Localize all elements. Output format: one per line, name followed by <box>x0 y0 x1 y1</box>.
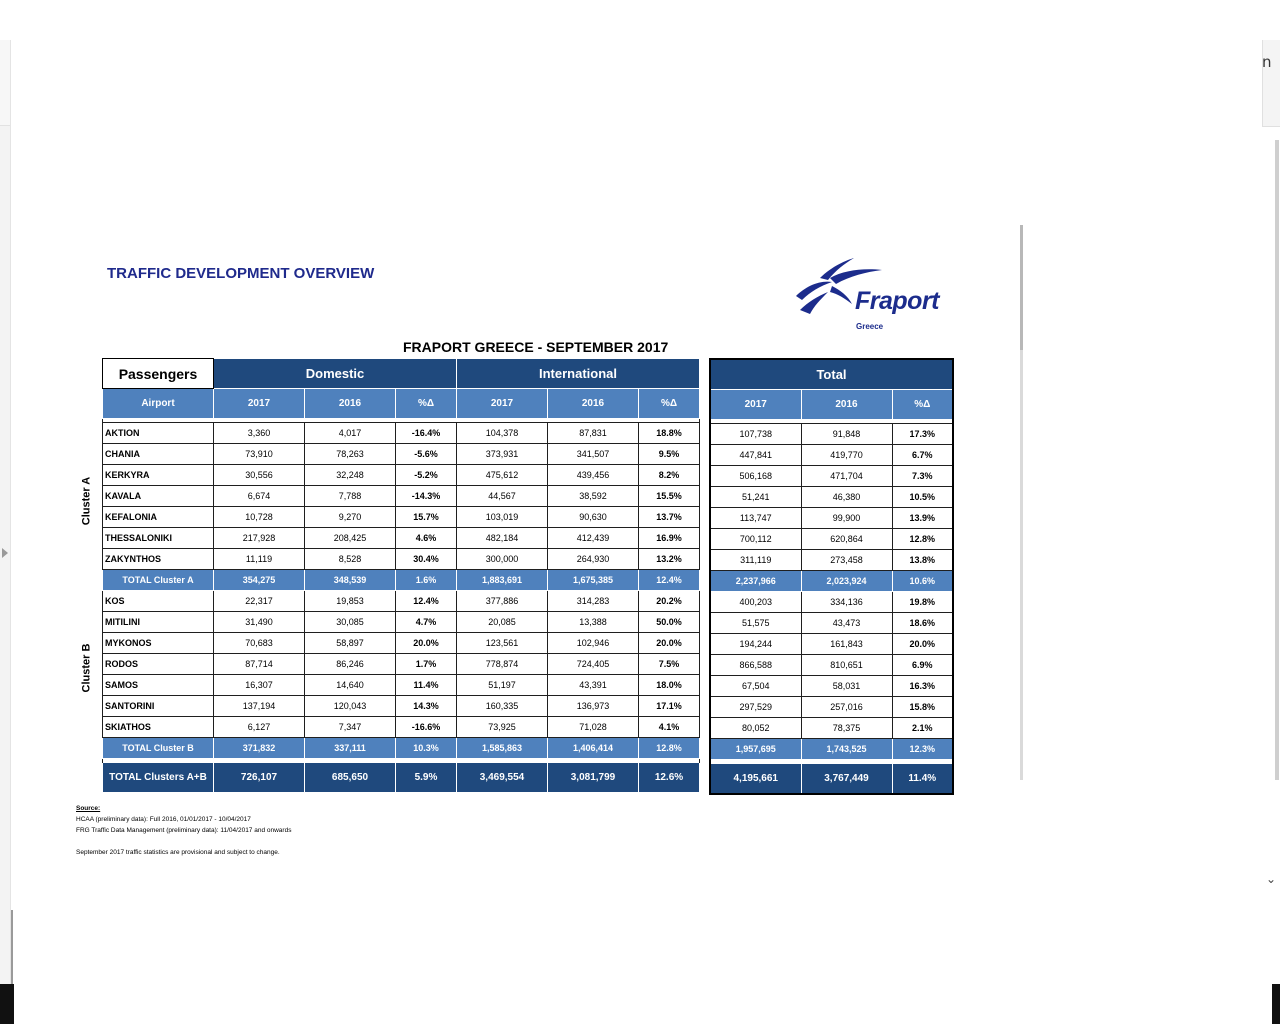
domestic-2017-value: 371,832 <box>214 738 305 759</box>
table-row <box>710 634 953 655</box>
international-2016-value: 71,028 <box>548 717 639 738</box>
cluster-a-label: Cluster A <box>80 476 93 526</box>
total-delta-value: 6.9% <box>892 655 953 676</box>
domestic-delta-value: -5.2% <box>396 465 457 486</box>
domestic-2016-value: 86,246 <box>305 654 396 675</box>
total-2016-value: 334,136 <box>801 592 892 613</box>
international-delta-value: 12.8% <box>639 738 700 759</box>
table-row <box>103 486 700 507</box>
taskbar-edge-left <box>0 984 14 1024</box>
domestic-2017-value: 30,556 <box>214 465 305 486</box>
total-2017-value: 51,241 <box>710 487 801 508</box>
airport-name: SANTORINI <box>103 696 214 717</box>
total-2016-value: 161,843 <box>801 634 892 655</box>
airport-name: TOTAL Clusters A+B <box>103 763 214 793</box>
table-row <box>710 424 953 445</box>
cluster-total-row <box>710 571 953 592</box>
domestic-2016-header: 2016 <box>305 389 396 419</box>
domestic-delta-value: -16.6% <box>396 717 457 738</box>
table-row <box>710 718 953 739</box>
international-2017-value: 1,585,863 <box>457 738 548 759</box>
total-2016-value: 2,023,924 <box>801 571 892 592</box>
table-row <box>103 675 700 696</box>
total-2016-header: 2016 <box>801 390 892 420</box>
total-2017-value: 194,244 <box>710 634 801 655</box>
international-2016-value: 13,388 <box>548 612 639 633</box>
international-2016-value: 102,946 <box>548 633 639 654</box>
taskbar-edge-right <box>1272 984 1280 1024</box>
airport-name: TOTAL Cluster B <box>103 738 214 759</box>
airport-name: MITILINI <box>103 612 214 633</box>
table-row <box>103 633 700 654</box>
total-2017-value: 2,237,966 <box>710 571 801 592</box>
table-row <box>103 465 700 486</box>
total-delta-value: 7.3% <box>892 466 953 487</box>
domestic-2017-value: 31,490 <box>214 612 305 633</box>
international-delta-value: 16.9% <box>639 528 700 549</box>
international-2016-value: 90,630 <box>548 507 639 528</box>
domestic-delta-value: -14.3% <box>396 486 457 507</box>
table-row <box>710 592 953 613</box>
footnotes <box>76 803 291 858</box>
grand-total-row <box>710 764 953 795</box>
domestic-delta-value: 5.9% <box>396 763 457 793</box>
international-2016-value: 136,973 <box>548 696 639 717</box>
domestic-2016-value: 7,347 <box>305 717 396 738</box>
table-row <box>710 445 953 466</box>
airport-name: RODOS <box>103 654 214 675</box>
total-2016-value: 91,848 <box>801 424 892 445</box>
left-gutter <box>0 40 11 984</box>
international-2017-value: 373,931 <box>457 444 548 465</box>
domestic-2016-value: 9,270 <box>305 507 396 528</box>
total-delta-header: %Δ <box>892 390 953 420</box>
total-2016-value: 810,651 <box>801 655 892 676</box>
right-panel-label: n <box>1262 53 1272 71</box>
domestic-2017-value: 6,127 <box>214 717 305 738</box>
domestic-2016-value: 32,248 <box>305 465 396 486</box>
airport-name: SAMOS <box>103 675 214 696</box>
source-line-1: HCAA (preliminary data): Full 2016, 01/01/2017 - 10/04/2017 <box>76 816 251 823</box>
domestic-delta-value: 12.4% <box>396 591 457 612</box>
international-group-header: International <box>457 359 700 389</box>
domestic-group-header: Domestic <box>214 359 457 389</box>
total-delta-value: 13.8% <box>892 550 953 571</box>
domestic-2017-value: 217,928 <box>214 528 305 549</box>
total-2016-value: 471,704 <box>801 466 892 487</box>
international-2016-value: 341,507 <box>548 444 639 465</box>
international-delta-value: 12.4% <box>639 570 700 591</box>
international-2017-value: 103,019 <box>457 507 548 528</box>
total-delta-value: 19.8% <box>892 592 953 613</box>
domestic-delta-value: -5.6% <box>396 444 457 465</box>
total-2017-value: 51,575 <box>710 613 801 634</box>
left-edge-bar <box>11 910 13 984</box>
table-row <box>710 655 953 676</box>
domestic-2016-value: 58,897 <box>305 633 396 654</box>
total-group-header: Total <box>710 359 953 390</box>
domestic-2017-value: 10,728 <box>214 507 305 528</box>
total-2016-value: 419,770 <box>801 445 892 466</box>
international-2017-value: 51,197 <box>457 675 548 696</box>
international-delta-value: 4.1% <box>639 717 700 738</box>
table-row <box>103 507 700 528</box>
table-title: FRAPORT GREECE - SEPTEMBER 2017 <box>403 339 669 355</box>
total-2017-value: 107,738 <box>710 424 801 445</box>
international-2017-value: 1,883,691 <box>457 570 548 591</box>
international-2017-value: 44,567 <box>457 486 548 507</box>
airport-name: KAVALA <box>103 486 214 507</box>
international-delta-value: 50.0% <box>639 612 700 633</box>
domestic-delta-value: 14.3% <box>396 696 457 717</box>
domestic-delta-value: 1.6% <box>396 570 457 591</box>
total-2017-value: 1,957,695 <box>710 739 801 760</box>
domestic-2017-value: 11,119 <box>214 549 305 570</box>
international-2016-value: 1,675,385 <box>548 570 639 591</box>
table-row <box>103 654 700 675</box>
grand-total-row <box>103 763 700 793</box>
total-2016-value: 78,375 <box>801 718 892 739</box>
international-delta-value: 15.5% <box>639 486 700 507</box>
document-heading: TRAFFIC DEVELOPMENT OVERVIEW <box>107 265 375 282</box>
expand-panel-arrow-icon[interactable] <box>2 548 8 558</box>
table-row <box>103 423 700 444</box>
international-2016-value: 3,081,799 <box>548 763 639 793</box>
domestic-2016-value: 685,650 <box>305 763 396 793</box>
airport-name: AKTION <box>103 423 214 444</box>
total-2017-value: 506,168 <box>710 466 801 487</box>
international-delta-value: 13.2% <box>639 549 700 570</box>
left-gutter-header <box>0 40 10 126</box>
total-delta-value: 13.9% <box>892 508 953 529</box>
cluster-total-row <box>103 738 700 759</box>
domestic-2016-value: 30,085 <box>305 612 396 633</box>
total-delta-value: 20.0% <box>892 634 953 655</box>
international-delta-value: 8.2% <box>639 465 700 486</box>
table-row <box>710 487 953 508</box>
international-2016-value: 1,406,414 <box>548 738 639 759</box>
document-scrollbar-thumb[interactable] <box>1020 225 1023 350</box>
total-delta-value: 17.3% <box>892 424 953 445</box>
domestic-2017-value: 354,275 <box>214 570 305 591</box>
table-row <box>103 591 700 612</box>
international-delta-value: 7.5% <box>639 654 700 675</box>
table-row <box>103 528 700 549</box>
domestic-2017-value: 726,107 <box>214 763 305 793</box>
total-2017-value: 400,203 <box>710 592 801 613</box>
cluster-total-row <box>710 739 953 760</box>
domestic-2017-value: 6,674 <box>214 486 305 507</box>
table-row <box>710 613 953 634</box>
table-row <box>710 466 953 487</box>
table-row <box>103 696 700 717</box>
international-2016-value: 314,283 <box>548 591 639 612</box>
total-delta-value: 12.3% <box>892 739 953 760</box>
total-2017-value: 4,195,661 <box>710 764 801 795</box>
total-2016-value: 3,767,449 <box>801 764 892 795</box>
airport-name: KEFALONIA <box>103 507 214 528</box>
domestic-2017-value: 87,714 <box>214 654 305 675</box>
airport-name: KERKYRA <box>103 465 214 486</box>
domestic-2016-value: 348,539 <box>305 570 396 591</box>
domestic-2016-value: 8,528 <box>305 549 396 570</box>
total-2016-value: 58,031 <box>801 676 892 697</box>
disclaimer-line: September 2017 traffic statistics are provisional and subject to change. <box>76 849 280 856</box>
domestic-2017-value: 137,194 <box>214 696 305 717</box>
airport-name: SKIATHOS <box>103 717 214 738</box>
total-2017-value: 311,119 <box>710 550 801 571</box>
table-row <box>710 676 953 697</box>
domestic-2017-header: 2017 <box>214 389 305 419</box>
table-row <box>103 717 700 738</box>
total-delta-value: 16.3% <box>892 676 953 697</box>
domestic-2017-value: 73,910 <box>214 444 305 465</box>
international-delta-value: 18.0% <box>639 675 700 696</box>
viewer-top-strip <box>0 0 1280 40</box>
domestic-2017-value: 16,307 <box>214 675 305 696</box>
table-row <box>103 549 700 570</box>
traffic-table-total <box>709 358 954 795</box>
total-2017-value: 67,504 <box>710 676 801 697</box>
domestic-2016-value: 337,111 <box>305 738 396 759</box>
total-delta-value: 11.4% <box>892 764 953 795</box>
airport-name: KOS <box>103 591 214 612</box>
total-2017-value: 297,529 <box>710 697 801 718</box>
domestic-2016-value: 208,425 <box>305 528 396 549</box>
total-delta-value: 18.6% <box>892 613 953 634</box>
total-2017-header: 2017 <box>710 390 801 420</box>
international-2017-header: 2017 <box>457 389 548 419</box>
domestic-2016-value: 4,017 <box>305 423 396 444</box>
international-delta-value: 20.2% <box>639 591 700 612</box>
domestic-2016-value: 19,853 <box>305 591 396 612</box>
international-2016-value: 38,592 <box>548 486 639 507</box>
domestic-2016-value: 7,788 <box>305 486 396 507</box>
airport-name: CHANIA <box>103 444 214 465</box>
domestic-delta-value: 30.4% <box>396 549 457 570</box>
international-delta-value: 9.5% <box>639 444 700 465</box>
total-delta-value: 10.6% <box>892 571 953 592</box>
international-delta-value: 17.1% <box>639 696 700 717</box>
domestic-delta-value: 20.0% <box>396 633 457 654</box>
logo-subtitle: Greece <box>856 322 884 331</box>
airport-column-header: Airport <box>103 389 214 419</box>
airport-name: ZAKYNTHOS <box>103 549 214 570</box>
total-delta-value: 12.8% <box>892 529 953 550</box>
international-2016-value: 87,831 <box>548 423 639 444</box>
total-2016-value: 46,380 <box>801 487 892 508</box>
domestic-delta-value: 4.7% <box>396 612 457 633</box>
international-delta-value: 13.7% <box>639 507 700 528</box>
table-row <box>710 529 953 550</box>
international-2016-value: 43,391 <box>548 675 639 696</box>
total-delta-value: 6.7% <box>892 445 953 466</box>
domestic-2016-value: 14,640 <box>305 675 396 696</box>
international-2017-value: 300,000 <box>457 549 548 570</box>
total-2016-value: 257,016 <box>801 697 892 718</box>
international-2017-value: 160,335 <box>457 696 548 717</box>
international-delta-header: %Δ <box>639 389 700 419</box>
total-2017-value: 113,747 <box>710 508 801 529</box>
cluster-b-label: Cluster B <box>80 643 93 693</box>
total-2016-value: 1,743,525 <box>801 739 892 760</box>
scroll-down-icon[interactable]: ⌄ <box>1266 872 1277 886</box>
passengers-header: Passengers <box>103 359 214 389</box>
table-row <box>710 550 953 571</box>
total-2017-value: 700,112 <box>710 529 801 550</box>
domestic-delta-value: 4.6% <box>396 528 457 549</box>
table-row <box>710 697 953 718</box>
airport-name: TOTAL Cluster A <box>103 570 214 591</box>
international-2017-value: 20,085 <box>457 612 548 633</box>
domestic-delta-header: %Δ <box>396 389 457 419</box>
table-row <box>103 444 700 465</box>
total-2016-value: 43,473 <box>801 613 892 634</box>
logo-wordmark: Fraport <box>855 287 939 315</box>
international-2016-value: 724,405 <box>548 654 639 675</box>
domestic-delta-value: -16.4% <box>396 423 457 444</box>
international-2017-value: 377,886 <box>457 591 548 612</box>
total-2017-value: 80,052 <box>710 718 801 739</box>
domestic-2016-value: 120,043 <box>305 696 396 717</box>
international-delta-value: 20.0% <box>639 633 700 654</box>
international-2017-value: 778,874 <box>457 654 548 675</box>
source-line-2: FRG Traffic Data Management (preliminary data): 11/04/2017 and onwards <box>76 827 292 834</box>
domestic-delta-value: 11.4% <box>396 675 457 696</box>
total-delta-value: 15.8% <box>892 697 953 718</box>
table-row <box>103 612 700 633</box>
domestic-2017-value: 3,360 <box>214 423 305 444</box>
international-2017-value: 123,561 <box>457 633 548 654</box>
domestic-2016-value: 78,263 <box>305 444 396 465</box>
international-2016-value: 412,439 <box>548 528 639 549</box>
domestic-2017-value: 70,683 <box>214 633 305 654</box>
international-2017-value: 482,184 <box>457 528 548 549</box>
airport-name: MYKONOS <box>103 633 214 654</box>
table-row <box>710 508 953 529</box>
international-2016-value: 439,456 <box>548 465 639 486</box>
international-2016-header: 2016 <box>548 389 639 419</box>
international-2016-value: 264,930 <box>548 549 639 570</box>
domestic-2017-value: 22,317 <box>214 591 305 612</box>
scrollbar-thumb[interactable] <box>1275 140 1279 780</box>
international-2017-value: 73,925 <box>457 717 548 738</box>
domestic-delta-value: 15.7% <box>396 507 457 528</box>
international-2017-value: 104,378 <box>457 423 548 444</box>
source-label: Source: <box>76 805 101 812</box>
total-delta-value: 10.5% <box>892 487 953 508</box>
total-2017-value: 447,841 <box>710 445 801 466</box>
airport-name: THESSALONIKI <box>103 528 214 549</box>
international-delta-value: 12.6% <box>639 763 700 793</box>
total-delta-value: 2.1% <box>892 718 953 739</box>
total-2016-value: 620,864 <box>801 529 892 550</box>
international-delta-value: 18.8% <box>639 423 700 444</box>
total-2017-value: 866,588 <box>710 655 801 676</box>
domestic-delta-value: 1.7% <box>396 654 457 675</box>
cluster-total-row <box>103 570 700 591</box>
traffic-table-main <box>102 358 700 793</box>
domestic-delta-value: 10.3% <box>396 738 457 759</box>
international-2017-value: 3,469,554 <box>457 763 548 793</box>
total-2016-value: 273,458 <box>801 550 892 571</box>
international-2017-value: 475,612 <box>457 465 548 486</box>
total-2016-value: 99,900 <box>801 508 892 529</box>
